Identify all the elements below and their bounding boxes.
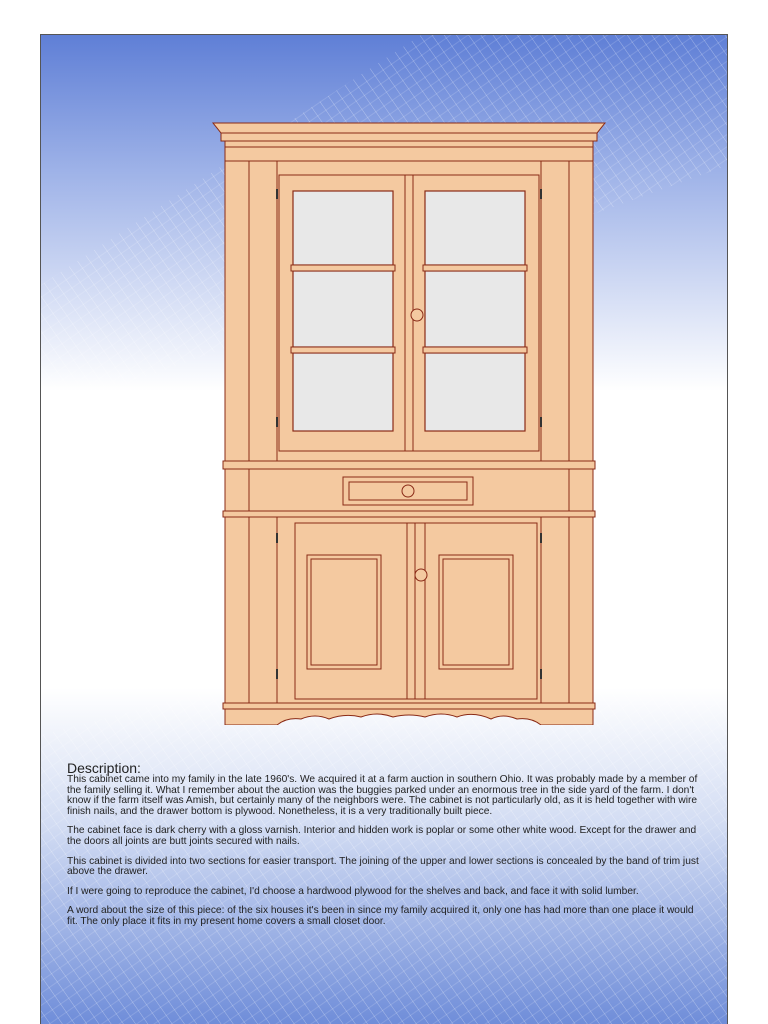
- glass-pane: [425, 353, 525, 431]
- description-paragraph: The cabinet face is dark cherry with a gloss varnish. Interior and hidden work is poplar or some other white wood. Except for the drawer and the doors all joints are butt joints secured with nails.: [67, 825, 697, 847]
- hinge: [540, 669, 542, 679]
- glass-pane: [293, 191, 393, 265]
- drawer-knob: [402, 485, 414, 497]
- upper-door-knob: [411, 309, 423, 321]
- base-apron: [225, 709, 593, 725]
- description-paragraph: If I were going to reproduce the cabinet, I'd choose a hardwood plywood for the shelves and back, and face it with solid lumber.: [67, 885, 639, 897]
- trim-band: [223, 461, 595, 469]
- hinge: [276, 669, 278, 679]
- hinge: [276, 417, 278, 427]
- hinge: [276, 189, 278, 199]
- glass-pane: [425, 191, 525, 265]
- crown-molding: [213, 123, 605, 133]
- corner-cabinet-drawing: [211, 121, 607, 725]
- description-paragraph: This cabinet is divided into two sections for easier transport. The joining of the upper and lower sections is concealed by the band of trim just above the drawer.: [67, 855, 699, 878]
- description-section: [67, 761, 707, 937]
- lower-door-knob: [415, 569, 427, 581]
- hinge: [540, 417, 542, 427]
- hinge: [276, 533, 278, 543]
- drawing-sheet: [40, 34, 728, 1024]
- glass-pane: [293, 271, 393, 347]
- description-heading: Description:: [67, 760, 141, 776]
- glass-pane: [425, 271, 525, 347]
- hinge: [540, 533, 542, 543]
- glass-pane: [293, 353, 393, 431]
- description-paragraph: A word about the size of this piece: of the six houses it's been in since my family acquired it, only one has had more than one place it would fit. The only place it fits in my present home covers a small closet door.: [67, 905, 694, 927]
- hinge: [540, 189, 542, 199]
- description-paragraph: This cabinet came into my family in the late 1960's. We acquired it at a farm auction in southern Ohio. It was probably made by a member of the family selling it. What I remember about the auction was the buggies parked under an enormous tree in the side yard of the farm. I don't know if the farm itself was Amish, but certainly many of the neighbors were. The cabinet is not particularly old, as it is held together with wire finish nails, and the drawer bottom is plywood. Nonetheless, it is a very traditionally built piece.: [67, 774, 698, 817]
